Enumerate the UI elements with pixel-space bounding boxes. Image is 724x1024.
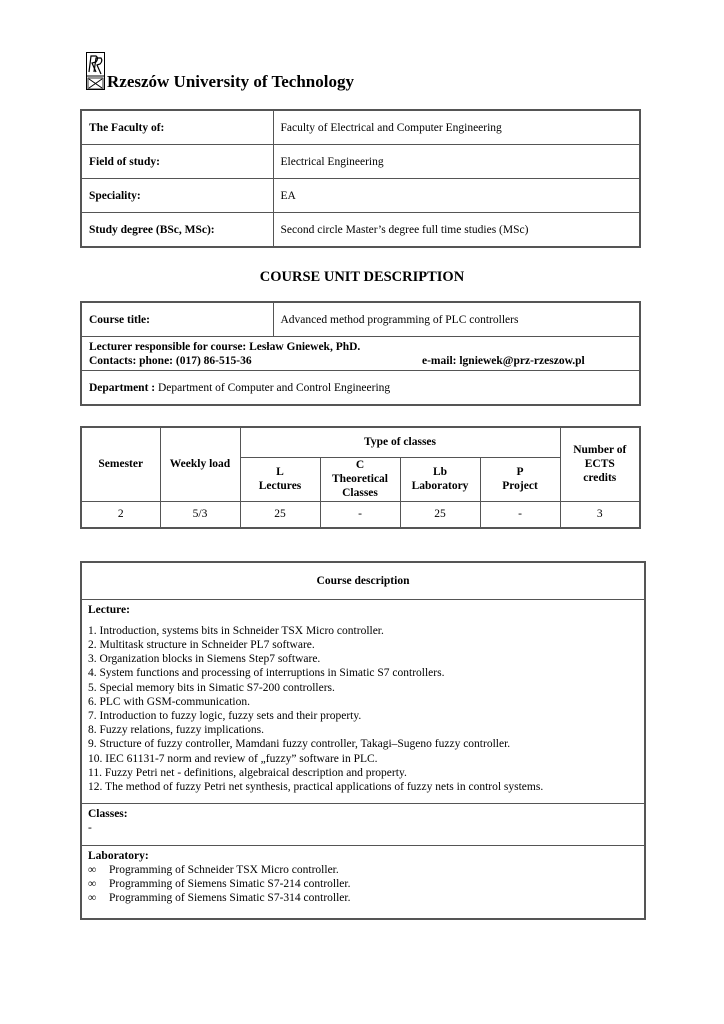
- lectures-header: [240, 457, 320, 501]
- laboratory-cell: [81, 845, 645, 919]
- course-description-title: Course description: [81, 562, 645, 599]
- theoretical-classes-value: -: [320, 501, 400, 528]
- ects-header-line: ECTS: [584, 458, 615, 471]
- lab-item-text: Programming of Siemens Simatic S7-314 controller.: [109, 892, 351, 905]
- list-item: 10. IEC 61131-7 norm and review of „fuzzy” software in PLC.: [88, 752, 378, 765]
- faculty-label: The Faculty of:: [81, 110, 273, 145]
- list-item: 12. The method of fuzzy Petri net synthesis, practical applications of fuzzy nets in control systems.: [88, 780, 544, 793]
- infinity-bullet-icon: ∞: [88, 877, 97, 890]
- type-code: C: [355, 459, 365, 471]
- university-logo: [86, 52, 105, 90]
- theoretical-classes-header: [320, 457, 400, 501]
- lab-item-text: Programming of Siemens Simatic S7-214 controller.: [109, 877, 351, 890]
- table-row: [81, 179, 640, 213]
- table-row: [81, 145, 640, 179]
- laboratory-label: Laboratory:: [88, 849, 149, 862]
- table-row: [81, 213, 640, 248]
- section-title: COURSE UNIT DESCRIPTION: [259, 269, 465, 285]
- table-row: [81, 845, 645, 919]
- weekly-load-header: Weekly load: [160, 427, 240, 501]
- laboratory-value: 25: [400, 501, 480, 528]
- study-degree-value: Second circle Master’s degree full time studies (MSc): [273, 213, 640, 248]
- lecture-label: Lecture:: [88, 603, 130, 616]
- table-row: [81, 302, 640, 337]
- type-code: P: [516, 466, 524, 478]
- type-name: Lectures: [258, 480, 302, 492]
- semester-value: 2: [81, 501, 160, 528]
- ects-header-line: credits: [583, 472, 617, 485]
- speciality-value: EA: [273, 179, 640, 213]
- project-value: -: [480, 501, 560, 528]
- university-name: Rzeszów University of Technology: [107, 72, 354, 91]
- table-row: [81, 110, 640, 145]
- lecturer-cell: [81, 337, 640, 371]
- classes-value: -: [88, 821, 92, 834]
- list-item: 1. Introduction, systems bits in Schneider TSX Micro controller.: [88, 624, 384, 637]
- speciality-label: Speciality:: [81, 179, 273, 213]
- field-of-study-value: Electrical Engineering: [273, 145, 640, 179]
- semester-header: Semester: [81, 427, 160, 501]
- course-title-value: Advanced method programming of PLC controllers: [273, 302, 640, 337]
- laboratory-header: [400, 457, 480, 501]
- email-line: e-mail: lgniewek@prz-rzeszow.pl: [422, 354, 585, 367]
- department-cell: [81, 371, 640, 406]
- list-item: 9. Structure of fuzzy controller, Mamdani fuzzy controller, Takagi–Sugeno fuzzy controller.: [88, 738, 511, 751]
- list-item: 11. Fuzzy Petri net - definitions, algebraical description and property.: [88, 766, 407, 779]
- lab-item-text: Programming of Schneider TSX Micro controller.: [109, 863, 339, 876]
- table-row: [81, 371, 640, 406]
- type-name: Project: [502, 480, 538, 492]
- course-description-table: [80, 561, 646, 920]
- ects-header-line: Number of: [573, 444, 627, 457]
- list-item: 5. Special memory bits in Simatic S7-200 controllers.: [88, 681, 335, 694]
- contacts-row: [89, 354, 632, 368]
- table-row: [81, 337, 640, 371]
- infinity-bullet-icon: ∞: [88, 892, 97, 905]
- list-item: 2. Multitask structure in Schneider PL7 software.: [88, 638, 315, 651]
- list-item: [88, 891, 638, 905]
- ects-header: [560, 427, 640, 501]
- type-of-classes-header: Type of classes: [240, 427, 560, 457]
- field-of-study-label: Field of study:: [81, 145, 273, 179]
- lecture-cell: [81, 599, 645, 803]
- weekly-load-value: 5/3: [160, 501, 240, 528]
- classes-table: [80, 426, 641, 529]
- classes-cell: [81, 803, 645, 845]
- type-code: Lb: [432, 466, 448, 478]
- table-row: [81, 427, 640, 457]
- list-item: 7. Introduction to fuzzy logic, fuzzy sets and their property.: [88, 709, 362, 722]
- table-row: [81, 803, 645, 845]
- infinity-bullet-icon: ∞: [88, 863, 97, 876]
- type-name: Theoretical: [332, 473, 388, 485]
- lecturer-line: Lecturer responsible for course: Lesław Gniewek, PhD.: [89, 340, 361, 353]
- list-item: [88, 877, 638, 891]
- list-item: 4. System functions and processing of interruptions in Simatic S7 controllers.: [88, 667, 445, 680]
- course-title-label: Course title:: [81, 302, 273, 337]
- list-item: 3. Organization blocks in Siemens Step7 software.: [88, 653, 321, 666]
- table-row: [81, 599, 645, 803]
- faculty-value: Faculty of Electrical and Computer Engineering: [273, 110, 640, 145]
- table-row: [81, 562, 645, 599]
- ects-value: 3: [560, 501, 640, 528]
- list-item: 6. PLC with GSM-communication.: [88, 695, 250, 708]
- table-row: [81, 501, 640, 528]
- classes-label: Classes:: [88, 807, 128, 820]
- department-value: Department of Computer and Control Engineering: [157, 381, 391, 394]
- list-item: [88, 863, 638, 877]
- type-name: Laboratory: [411, 480, 469, 492]
- study-degree-label: Study degree (BSc, MSc):: [81, 213, 273, 248]
- lectures-value: 25: [240, 501, 320, 528]
- type-name: Classes: [342, 487, 378, 499]
- project-header: [480, 457, 560, 501]
- list-item: 8. Fuzzy relations, fuzzy implications.: [88, 724, 264, 737]
- faculty-info-table: [80, 109, 641, 248]
- contacts-line: Contacts: phone: (017) 86-515-36: [89, 354, 252, 367]
- type-code: L: [276, 466, 284, 478]
- course-info-table: [80, 301, 641, 406]
- department-label: Department :: [89, 381, 156, 394]
